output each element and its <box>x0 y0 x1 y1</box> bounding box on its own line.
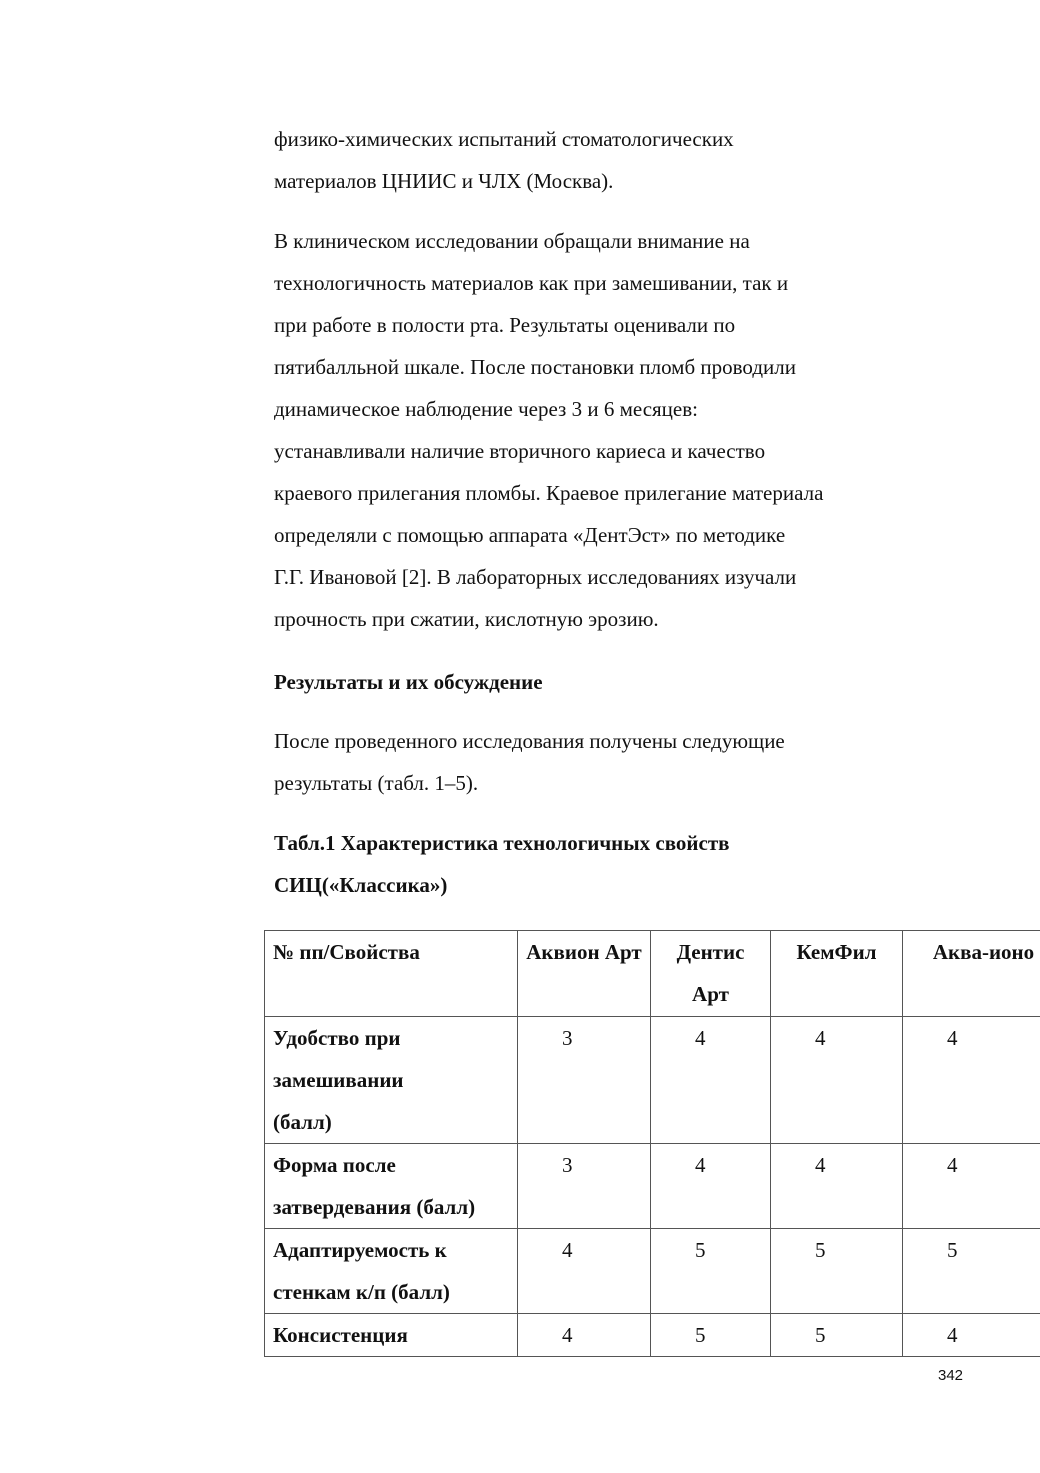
properties-table <box>264 930 1040 1357</box>
cell-value: 4 <box>903 1144 1040 1229</box>
header-properties: № пп/Свойства <box>265 931 518 1017</box>
cell-value: 4 <box>518 1314 651 1357</box>
table-row <box>265 1017 1040 1144</box>
header-dentis-art: Дентис Арт <box>651 931 771 1017</box>
table-container <box>264 930 1040 1357</box>
cell-value: 5 <box>771 1314 903 1357</box>
cell-value: 3 <box>518 1017 651 1144</box>
row-label: Консистенция <box>265 1314 518 1357</box>
row-label: Адаптируемость к стенкам к/п (балл) <box>265 1229 518 1314</box>
paragraph-lab-tests: физико-химических испытаний стоматологических материалов ЦНИИС и ЧЛХ (Москва). <box>274 127 734 193</box>
cell-value: 4 <box>651 1017 771 1144</box>
table-row <box>265 1314 1040 1357</box>
paragraph-results-intro: После проведенного исследования получены следующие результаты (табл. 1–5). <box>274 729 785 795</box>
cell-value: 4 <box>651 1144 771 1229</box>
cell-value: 4 <box>518 1229 651 1314</box>
cell-value: 4 <box>771 1144 903 1229</box>
header-kemfil: КемФил <box>771 931 903 1017</box>
page-number: 342 <box>938 1367 964 1384</box>
table-header-row <box>265 931 1040 1017</box>
table-row <box>265 1144 1040 1229</box>
row-label: Форма после затвердевания (балл) <box>265 1144 518 1229</box>
section-heading-results: Результаты и их обсуждение <box>274 670 543 694</box>
row-label: Удобство при замешивании (балл) <box>265 1017 518 1144</box>
cell-value: 5 <box>903 1229 1040 1314</box>
cell-value: 5 <box>651 1314 771 1357</box>
cell-value: 5 <box>651 1229 771 1314</box>
cell-value: 5 <box>771 1229 903 1314</box>
paragraph-clinical-study: В клиническом исследовании обращали внимание на технологичность материалов как при замешивании, так и при работе в полости рта. Результаты оценивали по пятибалльной шкале. После постановки пломб проводили динамическое наблюдение через 3 и 6 месяцев: устанавливали наличие вторичного кариеса и качество краевого прилегания пломбы. Краевое прилегание материала определяли с помощью аппарата «ДентЭст» по методике Г.Г. Ивановой [2]. В лабораторных исследованиях изучали прочность при сжатии, кислотную эрозию. <box>274 229 824 631</box>
table-row <box>265 1229 1040 1314</box>
cell-value: 4 <box>903 1314 1040 1357</box>
header-akva-iono: Аква-ионо <box>903 931 1040 1017</box>
cell-value: 4 <box>903 1017 1040 1144</box>
table-caption: Табл.1 Характеристика технологичных свойств СИЦ(«Классика») <box>274 831 730 897</box>
cell-value: 3 <box>518 1144 651 1229</box>
header-akvion-art: Аквион Арт <box>518 931 651 1017</box>
cell-value: 4 <box>771 1017 903 1144</box>
